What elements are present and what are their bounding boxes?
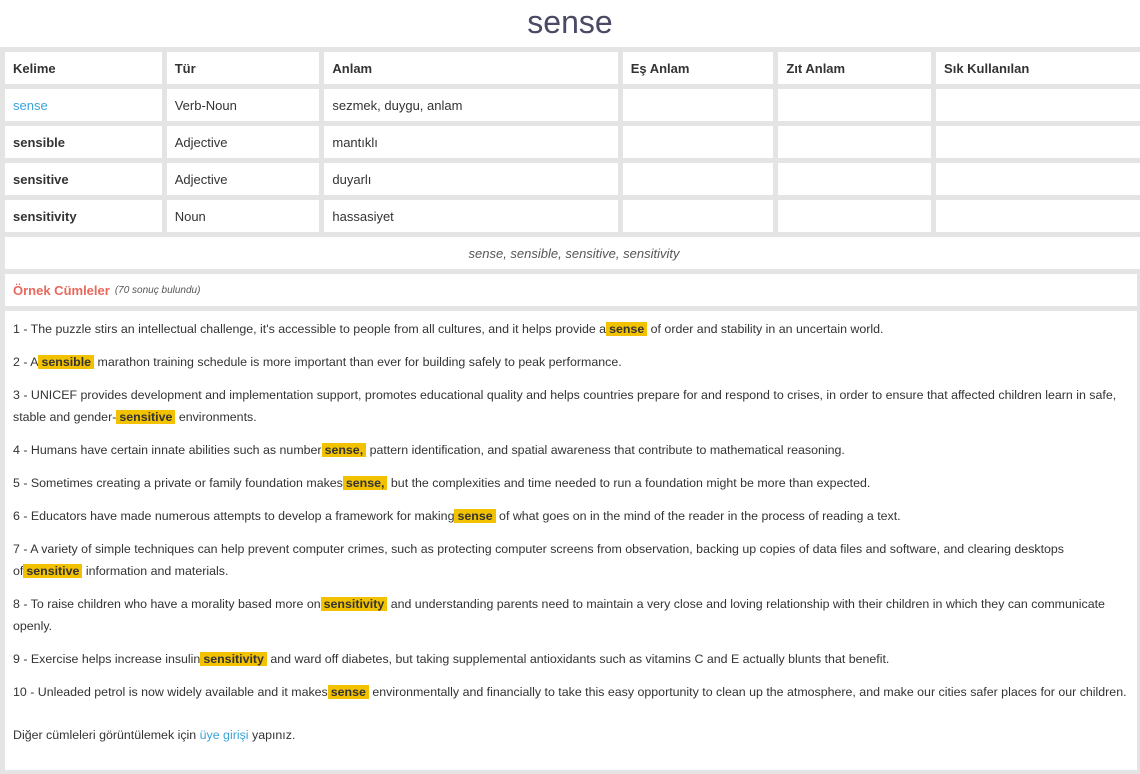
content-frame [0, 47, 1140, 774]
sentence-text: and understanding parents need to maintain a very close and loving relationship with their children in which they can communicate openly. [13, 597, 1105, 633]
antonym-cell [778, 163, 931, 195]
sentence-text: 2 - A [13, 355, 39, 369]
highlighted-word: sensitivity [321, 597, 388, 611]
examples-header [5, 274, 1137, 306]
antonym-cell [778, 126, 931, 158]
example-sentence [13, 593, 1129, 637]
sentence-text: 3 - UNICEF provides development and implementation support, promotes educational quality and helps countries prepare for and respond to crises, in order to ensure that affected children learn in safe, stable and gender- [13, 388, 1117, 424]
word-cell-sensitivity: sensitivity [5, 200, 162, 232]
example-sentence [13, 472, 1129, 494]
header-tur: Tür [167, 52, 320, 84]
highlighted-word: sense [606, 322, 647, 336]
examples-count: (70 sonuç bulundu) [114, 284, 201, 296]
common-cell [936, 89, 1140, 121]
word-table [0, 47, 1140, 274]
table-row [5, 89, 1140, 121]
header-sik-kullanilan: Sık Kullanılan [936, 52, 1140, 84]
word-family-summary: sense, sensible, sensitive, sensitivity [5, 237, 1140, 269]
header-anlam: Anlam [324, 52, 617, 84]
example-sentence [13, 648, 1129, 670]
meaning-cell: duyarlı [324, 163, 617, 195]
synonym-cell [623, 200, 774, 232]
common-cell [936, 200, 1140, 232]
sentence-text: 10 - Unleaded petrol is now widely available and it makes [13, 685, 328, 699]
meaning-cell: mantıklı [324, 126, 617, 158]
login-note [13, 724, 1129, 746]
highlighted-word: sense, [322, 443, 367, 457]
example-sentence [13, 439, 1129, 461]
meaning-cell: sezmek, duygu, anlam [324, 89, 617, 121]
highlighted-word: sensitivity [200, 652, 267, 666]
header-es-anlam: Eş Anlam [623, 52, 774, 84]
antonym-cell [778, 200, 931, 232]
sentence-text: marathon training schedule is more important than ever for building safely to peak performance. [94, 355, 622, 369]
type-cell: Adjective [167, 163, 320, 195]
type-cell: Adjective [167, 126, 320, 158]
highlighted-word: sense [454, 509, 495, 523]
antonym-cell [778, 89, 931, 121]
sentence-text: 7 - A variety of simple techniques can help prevent computer crimes, such as protecting computer screens from observation, backing up copies of data files and software, and clearing desktops of [13, 542, 1065, 578]
table-row [5, 126, 1140, 158]
word-link-sense[interactable]: sense [5, 89, 162, 121]
sentence-text: 5 - Sometimes creating a private or family foundation makes [13, 476, 343, 490]
example-sentence [13, 318, 1129, 340]
table-header-row [5, 52, 1140, 84]
sentence-text: of order and stability in an uncertain world. [647, 322, 884, 336]
table-row [5, 200, 1140, 232]
example-sentence [13, 505, 1129, 527]
word-cell-sensible: sensible [5, 126, 162, 158]
synonym-cell [623, 89, 774, 121]
common-cell [936, 126, 1140, 158]
synonym-cell [623, 163, 774, 195]
example-sentence [13, 384, 1129, 428]
highlighted-word: sense, [343, 476, 388, 490]
example-sentence [13, 681, 1129, 703]
example-sentence [13, 351, 1129, 373]
sentence-text: environmentally and financially to take this easy opportunity to clean up the atmosphere, and make our cities safer places for our children. [368, 685, 1127, 699]
type-cell: Verb-Noun [167, 89, 320, 121]
highlighted-word: sensitive [23, 564, 82, 578]
sentence-text: 4 - Humans have certain innate abilities such as number [13, 443, 322, 457]
sentence-text: information and materials. [82, 564, 229, 578]
sentence-text: 8 - To raise children who have a morality based more on [13, 597, 321, 611]
sentence-text: 1 - The puzzle stirs an intellectual challenge, it's accessible to people from all cultures, and it helps provide a [13, 322, 607, 336]
type-cell: Noun [167, 200, 320, 232]
example-sentence [13, 538, 1129, 582]
highlighted-word: sensible [38, 355, 94, 369]
sentence-text: pattern identification, and spatial awareness that contribute to mathematical reasoning. [366, 443, 845, 457]
login-note-text: yapınız. [252, 728, 296, 742]
sentence-text: 9 - Exercise helps increase insulin [13, 652, 201, 666]
sentence-text: of what goes on in the mind of the reader in the process of reading a text. [495, 509, 901, 523]
examples-list [5, 311, 1137, 770]
table-row [5, 163, 1140, 195]
examples-title: Örnek Cümleler [13, 282, 110, 298]
sentence-text: but the complexities and time needed to run a foundation might be more than expected. [387, 476, 871, 490]
login-note-text: Diğer cümleleri görüntülemek için [13, 728, 197, 742]
summary-row [5, 237, 1140, 269]
word-cell-sensitive: sensitive [5, 163, 162, 195]
header-zit-anlam: Zıt Anlam [778, 52, 931, 84]
page-title: sense [527, 4, 613, 40]
meaning-cell: hassasiyet [324, 200, 617, 232]
highlighted-word: sensitive [116, 410, 175, 424]
header-kelime: Kelime [5, 52, 162, 84]
sentence-text: and ward off diabetes, but taking supplemental antioxidants such as vitamins C and E actually blunts that benefit. [266, 652, 890, 666]
common-cell [936, 163, 1140, 195]
sentence-text: 6 - Educators have made numerous attempts to develop a framework for making [13, 509, 455, 523]
sentence-text: environments. [175, 410, 257, 424]
synonym-cell [623, 126, 774, 158]
member-login-link[interactable]: üye girişi [199, 728, 249, 742]
highlighted-word: sense [328, 685, 369, 699]
